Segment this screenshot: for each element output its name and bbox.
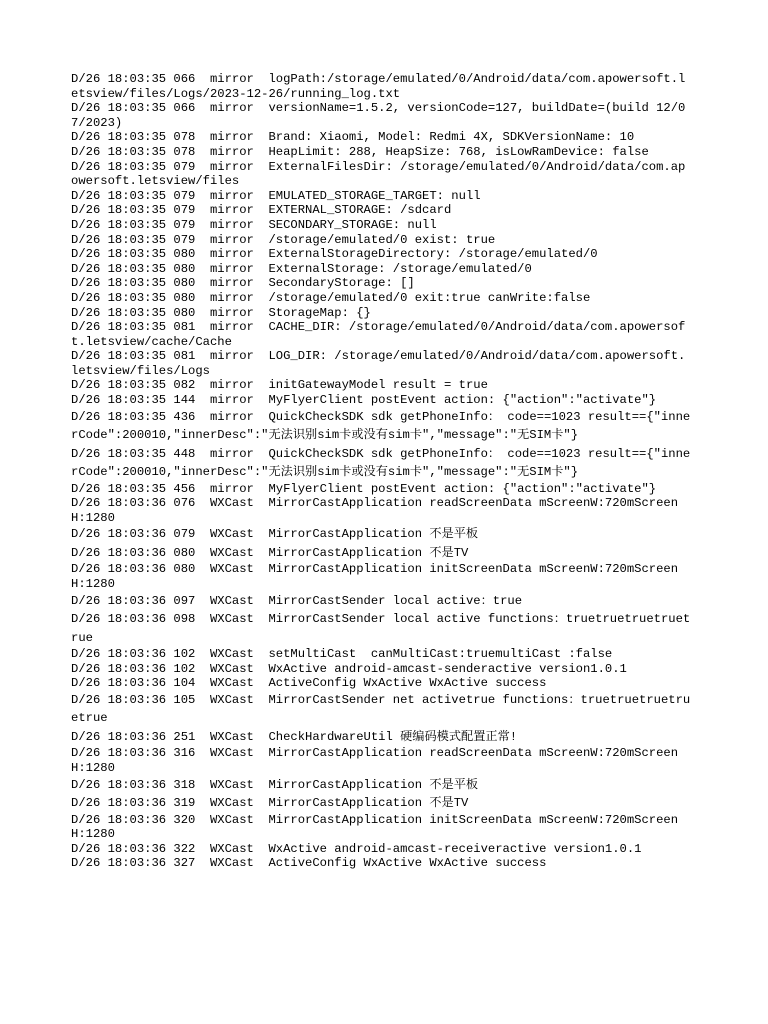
log-line: D/26 18:03:36 327 WXCast ActiveConfig WxActive WxActive success: [71, 856, 547, 871]
log-line: D/26 18:03:35 456 mirror MyFlyerClient postEvent action: {"action":"activate"}: [71, 481, 657, 496]
log-line: D/26 18:03:36 316 WXCast MirrorCastApplication readScreenData mScreenW:720mScreenH:1280: [71, 746, 679, 775]
log-line: D/26 18:03:35 079 mirror EXTERNAL_STORAGE: /sdcard: [71, 203, 452, 218]
log-line: D/26 18:03:36 102 WXCast setMultiCast canMultiCast:truemultiCast :false: [71, 647, 613, 662]
log-line: D/26 18:03:35 081 mirror CACHE_DIR: /storage/emulated/0/Android/data/com.apowersoft.letsview/cache/Cache: [71, 320, 686, 349]
log-line: D/26 18:03:36 076 WXCast MirrorCastApplication readScreenData mScreenW:720mScreenH:1280: [71, 496, 679, 525]
log-line: D/26 18:03:36 319 WXCast MirrorCastApplication 不是TV: [71, 796, 469, 811]
log-line: D/26 18:03:35 066 mirror logPath:/storage/emulated/0/Android/data/com.apowersoft.letsview/files/Logs/2023-12-26/running_log.txt: [71, 72, 686, 101]
log-line: D/26 18:03:35 436 mirror QuickCheckSDK sdk getPhoneInfo： code==1023 result=={"innerCode":200010,"innerDesc":"无法识别sim卡或没有sim卡","message":"无SIM卡"}: [71, 409, 691, 443]
log-line: D/26 18:03:36 104 WXCast ActiveConfig WxActive WxActive success: [71, 676, 547, 691]
log-line: D/26 18:03:36 320 WXCast MirrorCastApplication initScreenData mScreenW:720mScreenH:1280: [71, 812, 679, 842]
log-line: D/26 18:03:35 080 mirror ExternalStorage: /storage/emulated/0: [71, 261, 532, 276]
log-line: D/26 18:03:35 448 mirror QuickCheckSDK sdk getPhoneInfo： code==1023 result=={"innerCode":200010,"innerDesc":"无法识别sim卡或没有sim卡","message":"无SIM卡"}: [71, 446, 691, 480]
log-line: D/26 18:03:36 098 WXCast MirrorCastSender local active functions：truetruetruetruetrue: [71, 612, 691, 645]
log-line: D/26 18:03:35 079 mirror SECONDARY_STORAGE: null: [71, 217, 437, 232]
log-line: D/26 18:03:35 079 mirror /storage/emulated/0 exist: true: [71, 232, 496, 247]
log-line: D/26 18:03:35 081 mirror LOG_DIR: /storage/emulated/0/Android/data/com.apowersoft.letsview/files/Logs: [71, 349, 686, 378]
log-text-block: [71, 72, 691, 871]
log-line: D/26 18:03:36 080 WXCast MirrorCastApplication 不是TV: [71, 545, 469, 560]
log-line: D/26 18:03:35 078 mirror HeapLimit: 288, HeapSize: 768, isLowRamDevice: false: [71, 144, 649, 159]
log-line: D/26 18:03:35 066 mirror versionName=1.5.2, versionCode=127, buildDate=(build 12/07/2023): [71, 101, 686, 130]
log-line: D/26 18:03:36 251 WXCast CheckHardwareUtil 硬编码模式配置正常!: [71, 729, 518, 744]
log-line: D/26 18:03:35 080 mirror ExternalStorageDirectory: /storage/emulated/0: [71, 247, 598, 262]
log-line: D/26 18:03:35 078 mirror Brand: Xiaomi, Model: Redmi 4X, SDKVersionName: 10: [71, 130, 635, 145]
log-line: D/26 18:03:36 079 WXCast MirrorCastApplication 不是平板: [71, 527, 479, 542]
log-line: D/26 18:03:35 082 mirror initGatewayModel result = true: [71, 378, 488, 393]
log-line: D/26 18:03:35 080 mirror /storage/emulated/0 exit:true canWrite:false: [71, 290, 591, 305]
log-line: D/26 18:03:35 080 mirror StorageMap: {}: [71, 305, 371, 320]
log-line: D/26 18:03:36 097 WXCast MirrorCastSender local active：true: [71, 593, 523, 608]
log-line: D/26 18:03:36 102 WXCast WxActive android-amcast-senderactive version1.0.1: [71, 661, 627, 676]
log-line: D/26 18:03:36 318 WXCast MirrorCastApplication 不是平板: [71, 777, 479, 792]
log-line: D/26 18:03:35 144 mirror MyFlyerClient postEvent action: {"action":"activate"}: [71, 393, 657, 408]
log-line: D/26 18:03:35 080 mirror SecondaryStorage: []: [71, 276, 415, 291]
log-line: D/26 18:03:36 322 WXCast WxActive android-amcast-receiveractive version1.0.1: [71, 841, 642, 856]
log-line: D/26 18:03:36 080 WXCast MirrorCastApplication initScreenData mScreenW:720mScreenH:1280: [71, 562, 679, 592]
log-line: D/26 18:03:35 079 mirror ExternalFilesDir: /storage/emulated/0/Android/data/com.apowersoft.letsview/files: [71, 159, 686, 189]
log-line: D/26 18:03:35 079 mirror EMULATED_STORAGE_TARGET: null: [71, 188, 481, 203]
log-line: D/26 18:03:36 105 WXCast MirrorCastSender net activetrue functions：truetruetruetruetrue: [71, 692, 691, 726]
